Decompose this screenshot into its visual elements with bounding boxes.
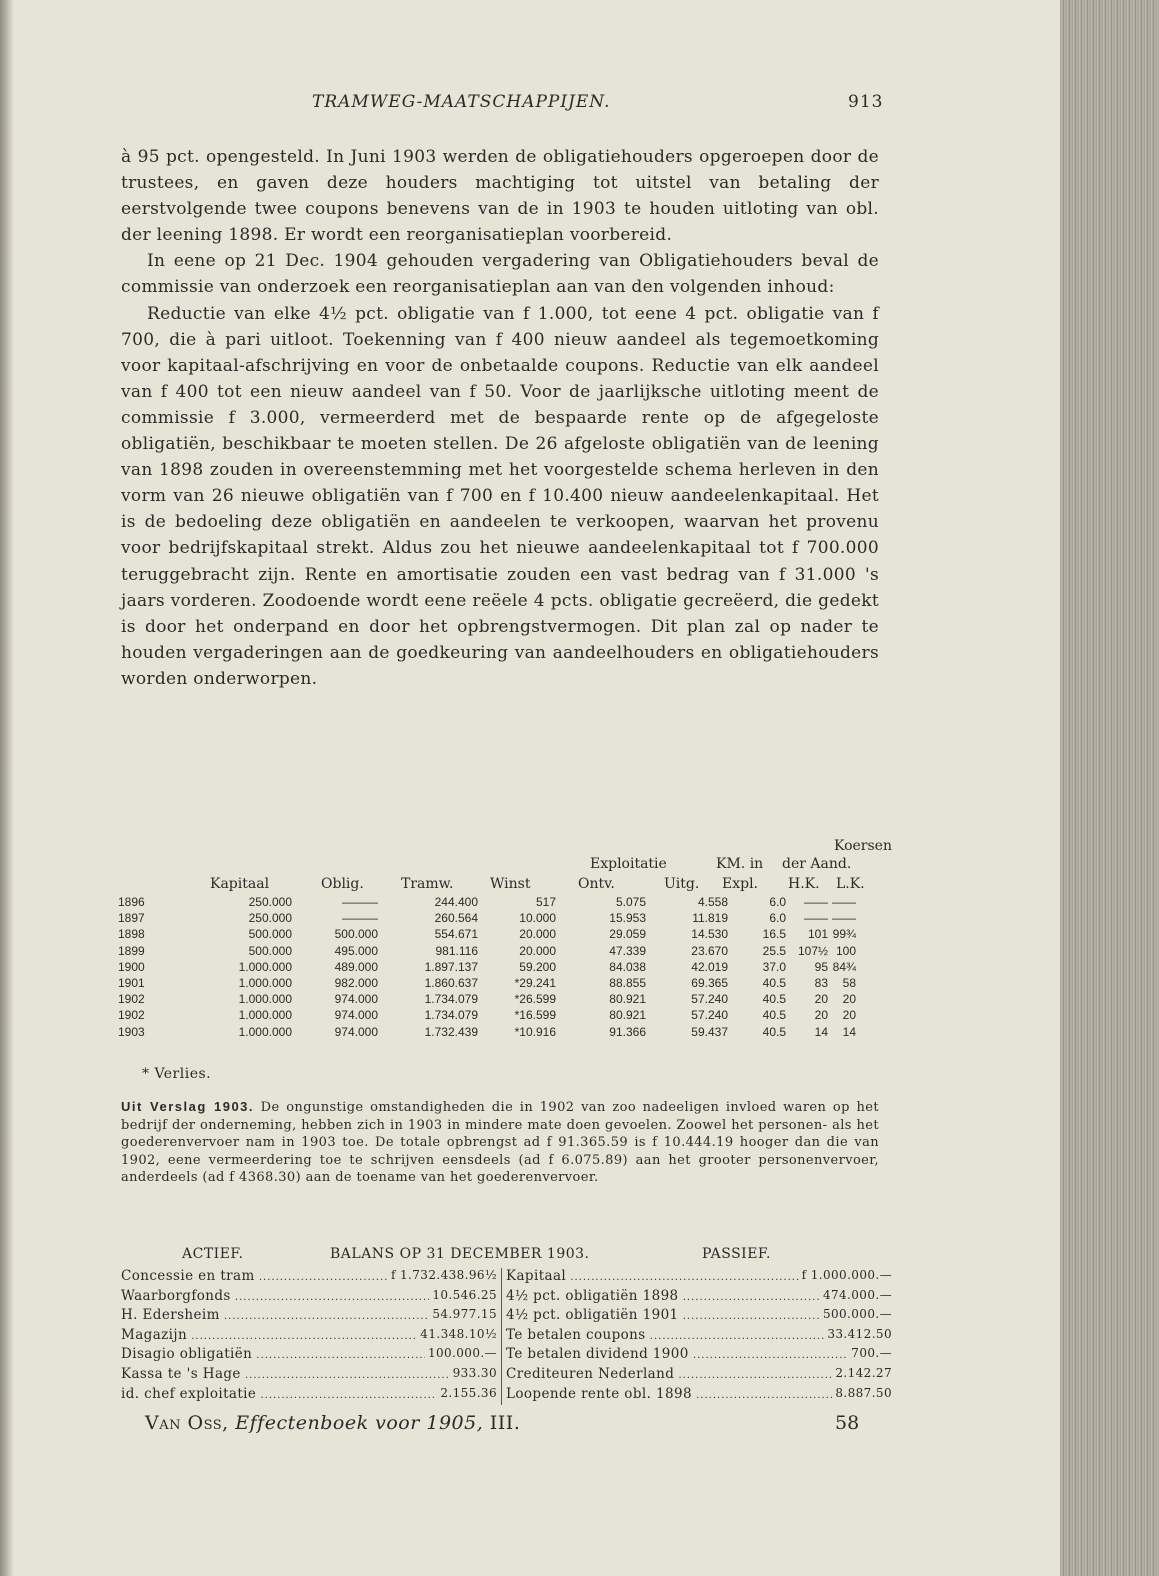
table-cell-year: 1901 xyxy=(118,976,145,991)
table-cell: 1.734.079 xyxy=(424,1008,478,1023)
table-cell: 37.0 xyxy=(762,959,786,974)
balance-actief-label: ACTIEF. xyxy=(182,1246,244,1262)
table-row xyxy=(118,926,856,942)
balance-item-label: 4½ pct. obligatiën 1898 ..... xyxy=(506,1288,892,1304)
table-row xyxy=(118,910,856,926)
table-cell: 40.5 xyxy=(762,1008,786,1023)
balance-row xyxy=(121,1307,497,1327)
table-row xyxy=(118,894,856,910)
table-row xyxy=(118,975,856,991)
table-row xyxy=(118,1024,856,1040)
table-cell: 57.240 xyxy=(691,992,728,1007)
table-cell: 58 xyxy=(842,976,856,991)
statistics-grid xyxy=(118,894,856,1040)
table-cell: 1.734.079 xyxy=(424,992,478,1007)
table-cell: 59.437 xyxy=(691,1024,728,1039)
footer-imprint xyxy=(145,1412,520,1434)
table-cell: —— xyxy=(832,895,856,910)
balance-item-label: Waarborgfonds ..... xyxy=(121,1288,497,1304)
table-row xyxy=(118,943,856,959)
table-cell: 83 xyxy=(814,976,828,991)
table-cell: 59.200 xyxy=(519,959,556,974)
balance-row xyxy=(506,1268,892,1288)
balance-item-label: id. chef exploitatie ..... xyxy=(121,1386,497,1402)
col-header: Kapitaal xyxy=(210,876,270,892)
col-header: H.K. xyxy=(788,876,820,892)
table-cell-year: 1899 xyxy=(118,943,145,958)
table-cell-year: 1902 xyxy=(118,1008,145,1023)
book-fore-edge xyxy=(1060,0,1159,1576)
balance-row xyxy=(506,1288,892,1308)
table-cell: 10.000 xyxy=(519,911,556,926)
table-cell: —— xyxy=(832,911,856,926)
table-cell: *29.241 xyxy=(514,976,556,991)
balance-item-label: Loopende rente obl. 1898 ..... xyxy=(506,1386,892,1402)
table-footnote: * Verlies. xyxy=(142,1066,212,1082)
balance-row xyxy=(121,1327,497,1347)
table-cell: 14 xyxy=(842,1024,856,1039)
table-cell: 101 xyxy=(807,927,828,942)
table-row xyxy=(118,991,856,1007)
table-cell-year: 1897 xyxy=(118,911,145,926)
table-cell: 100 xyxy=(835,943,856,958)
balance-row xyxy=(506,1327,892,1347)
balance-title: BALANS OP 31 DECEMBER 1903. xyxy=(330,1246,590,1262)
table-cell: 244.400 xyxy=(434,895,478,910)
footer-author: Van Oss, xyxy=(145,1412,229,1434)
table-cell: 489.000 xyxy=(334,959,378,974)
table-cell: —— xyxy=(804,895,828,910)
table-cell: 981.116 xyxy=(435,943,478,958)
balance-row xyxy=(121,1288,497,1308)
footer-book-title: Effectenboek voor 1905, xyxy=(235,1412,484,1434)
table-cell: —— xyxy=(804,911,828,926)
col-header: Expl. xyxy=(722,876,759,892)
balance-item-label: Magazijn ..... xyxy=(121,1327,492,1343)
table-cell: 974.000 xyxy=(334,1008,378,1023)
table-cell: 1.000.000 xyxy=(238,1008,292,1023)
page-gutter-shadow xyxy=(0,0,14,1576)
balance-item-label: H. Edersheim ..... xyxy=(121,1307,497,1323)
table-cell: 6.0 xyxy=(769,911,786,926)
balance-row xyxy=(506,1366,892,1386)
table-cell: 20 xyxy=(814,992,828,1007)
table-cell: 14 xyxy=(814,1024,828,1039)
report-excerpt xyxy=(121,1098,879,1187)
table-cell: 982.000 xyxy=(334,976,378,991)
table-cell: 40.5 xyxy=(762,992,786,1007)
table-row xyxy=(118,1007,856,1023)
table-cell: 4.558 xyxy=(697,895,728,910)
table-cell: *10.916 xyxy=(514,1024,556,1039)
footer-sheet-number: 58 xyxy=(835,1412,860,1434)
col-header: Oblig. xyxy=(321,876,364,892)
table-cell: 25.5 xyxy=(762,943,786,958)
balance-item-label: 4½ pct. obligatiën 1901 ..... xyxy=(506,1307,892,1323)
table-cell: 80.921 xyxy=(609,992,646,1007)
table-cell: 95 xyxy=(814,959,828,974)
col-group-exploitatie: Exploitatie xyxy=(590,856,667,872)
balance-item-label: Kapitaal ..... xyxy=(506,1268,871,1284)
table-cell: 20 xyxy=(842,992,856,1007)
table-cell: ——— xyxy=(342,911,378,926)
balance-item-amount: 8.887.50 xyxy=(832,1386,892,1400)
col-header: Ontv. xyxy=(578,876,615,892)
table-cell: 6.0 xyxy=(769,895,786,910)
table-cell: 1.000.000 xyxy=(238,992,292,1007)
footer-volume: III. xyxy=(489,1412,521,1434)
table-cell: 20 xyxy=(842,1008,856,1023)
table-cell: 500.000 xyxy=(248,927,292,942)
paragraph: à 95 pct. opengesteld. In Juni 1903 werden de obligatiehouders opgeroepen door de trustees, en gaven deze houders machtiging tot uitstel van betaling der eerstvolgende twee coupons benevens van de in 1903 te houden uitloting van obl. der leening 1898. Er wordt een reorganisatieplan voorbereid. xyxy=(121,147,879,246)
table-cell: 517 xyxy=(535,895,556,910)
table-cell: 500.000 xyxy=(248,943,292,958)
balance-item-amount: 41.348.10½ xyxy=(417,1327,497,1341)
balance-item-amount: 100.000.— xyxy=(425,1346,497,1360)
col-group-der-aand: der Aand. xyxy=(782,856,852,872)
balance-passief-column xyxy=(501,1268,892,1405)
balance-item-amount: 33.412.50 xyxy=(824,1327,892,1341)
col-header: Winst xyxy=(490,876,531,892)
table-cell: 1.000.000 xyxy=(238,976,292,991)
table-cell: 1.000.000 xyxy=(238,1024,292,1039)
balance-item-amount: 933.30 xyxy=(450,1366,497,1380)
table-cell: 15.953 xyxy=(609,911,646,926)
table-cell: 84¾ xyxy=(832,959,856,974)
balance-item-label: Crediteuren Nederland ..... xyxy=(506,1366,892,1382)
balance-item-amount: f 1.732.438.96½ xyxy=(388,1268,497,1282)
table-cell: ——— xyxy=(342,895,378,910)
balance-item-amount: 2.155.36 xyxy=(437,1386,497,1400)
balance-item-amount: 700.— xyxy=(848,1346,892,1360)
table-cell: 88.855 xyxy=(609,976,646,991)
balance-item-amount: 2.142.27 xyxy=(832,1366,892,1380)
body-text xyxy=(121,144,879,692)
table-cell-year: 1902 xyxy=(118,992,145,1007)
table-cell: 260.564 xyxy=(434,911,478,926)
balance-item-amount: 10.546.25 xyxy=(429,1288,497,1302)
table-cell: 107½ xyxy=(797,943,828,958)
table-cell: 57.240 xyxy=(691,1008,728,1023)
table-cell: 974.000 xyxy=(334,1024,378,1039)
table-cell: 1.000.000 xyxy=(238,959,292,974)
page-number: 913 xyxy=(848,92,884,112)
col-group-km-in: KM. in xyxy=(716,856,764,872)
table-cell: 495.000 xyxy=(334,943,378,958)
paragraph: Reductie van elke 4½ pct. obligatie van f 1.000, tot eene 4 pct. obligatie van f 700, die à pari uitloot. Toekenning van f 400 nieuw aandeel als tegemoetkoming voor kapitaal-afschrijving en voor de onbetaalde coupons. Reductie van elk aandeel van f 400 tot een nieuw aandeel van f 50. Voor de jaarlijksche uitloting meent de commissie f 3.000, vermeerderd met de bespaarde rente op de afgegeloste obligatiën, beschikbaar te moeten stellen. De 26 afgeloste obligatiën van de leening van 1898 zouden in overeenstemming met het voorgestelde schema herleven in den vorm van 26 nieuwe obligatiën van f 700 en f 10.400 nieuw aandeelenkapitaal. Het is de bedoeling deze obligatiën en aandeelen te verkoopen, waarvan het provenu voor bedrijfskapitaal strekt. Aldus zou het nieuwe aandeelenkapitaal tot f 700.000 teruggebracht zijn. Rente en amortisatie zouden een vast bedrag van f 31.000 's jaars vorderen. Zoodoende wordt eene reëele 4 pcts. obligatie gecreëerd, die gedekt is door het onderpand en door het opbrengstvermogen. Dit plan zal op nader te houden vergaderingen aan de goedkeuring van aandeelhouders en obligatiehouders worden onderworpen. xyxy=(121,303,879,689)
balance-row xyxy=(121,1386,497,1406)
table-cell: 69.365 xyxy=(691,976,728,991)
balance-item-label: Te betalen coupons ..... xyxy=(506,1327,892,1343)
table-cell: 500.000 xyxy=(334,927,378,942)
table-cell: *16.599 xyxy=(514,1008,556,1023)
table-cell: 23.670 xyxy=(691,943,728,958)
table-cell: 5.075 xyxy=(615,895,646,910)
table-cell: 91.366 xyxy=(609,1024,646,1039)
table-cell: 250.000 xyxy=(248,895,292,910)
table-row xyxy=(118,959,856,975)
table-cell: 16.5 xyxy=(762,927,786,942)
table-cell: 40.5 xyxy=(762,1024,786,1039)
table-cell-year: 1896 xyxy=(118,895,145,910)
balance-item-label: Concessie en tram ..... xyxy=(121,1268,497,1284)
col-header: Tramw. xyxy=(401,876,454,892)
table-cell: 11.819 xyxy=(692,911,728,926)
table-cell: 1.732.439 xyxy=(424,1024,478,1039)
table-cell: 20.000 xyxy=(519,943,556,958)
report-text: De ongunstige omstandigheden die in 1902 van zoo nadeeligen invloed waren op het bedrijf der onderneming, hebben zich in 1903 in mindere mate doen gevoelen. Zoowel het personen- als het goederenvervoer nam in 1903 toe. De totale opbrengst ad f 91.365.59 is f 10.444.19 hooger dan die van 1902, eene vermeerdering toe te schrijven eensdeels (ad f 6.075.89) aan het grooter personenvervoer, anderdeels (ad f 4368.30) aan de toename van het goederenvervoer. xyxy=(121,1100,879,1185)
balance-row xyxy=(121,1346,497,1366)
balance-row xyxy=(506,1307,892,1327)
balance-item-amount: 500.000.— xyxy=(820,1307,892,1321)
balance-row xyxy=(121,1268,497,1288)
table-cell: 80.921 xyxy=(609,1008,646,1023)
table-cell-year: 1900 xyxy=(118,959,145,974)
balance-item-label: Disagio obligatiën ..... xyxy=(121,1346,497,1362)
running-title: TRAMWEG-MAATSCHAPPIJEN. xyxy=(312,92,611,112)
table-cell: 974.000 xyxy=(334,992,378,1007)
paragraph: In eene op 21 Dec. 1904 gehouden vergadering van Obligatiehouders beval de commissie van onderzoek een reorganisatieplan aan van den volgenden inhoud: xyxy=(121,251,879,298)
col-header: L.K. xyxy=(836,876,865,892)
balance-row xyxy=(506,1386,892,1406)
table-cell: 1.897.137 xyxy=(424,959,478,974)
balance-item-label: Te betalen dividend 1900 ..... xyxy=(506,1346,892,1362)
balance-row xyxy=(506,1346,892,1366)
balance-item-amount: 474.000.— xyxy=(820,1288,892,1302)
col-group-koersen: Koersen xyxy=(834,838,892,854)
table-cell: 47.339 xyxy=(609,943,646,958)
balance-row xyxy=(121,1366,497,1386)
running-header xyxy=(300,92,900,118)
table-cell: 42.019 xyxy=(691,959,728,974)
balance-actief-column xyxy=(121,1268,497,1405)
balance-item-amount: 54.977.15 xyxy=(429,1307,497,1321)
table-cell: 20 xyxy=(814,1008,828,1023)
table-cell: 250.000 xyxy=(248,911,292,926)
table-cell-year: 1903 xyxy=(118,1024,145,1039)
table-cell: 20.000 xyxy=(519,927,556,942)
table-cell: 1.860.637 xyxy=(424,976,478,991)
table-cell: 29.059 xyxy=(609,927,646,942)
table-cell-year: 1898 xyxy=(118,927,145,942)
table-cell: 84.038 xyxy=(609,959,646,974)
table-cell: 14.530 xyxy=(691,927,728,942)
table-cell: *26.599 xyxy=(514,992,556,1007)
table-cell: 40.5 xyxy=(762,976,786,991)
balance-item-amount: f 1.000.000.— xyxy=(799,1268,892,1282)
table-cell: 554.671 xyxy=(434,927,478,942)
col-header: Uitg. xyxy=(664,876,700,892)
table-cell: 99¾ xyxy=(832,927,856,942)
report-lead: Uit Verslag 1903. xyxy=(121,1099,255,1114)
balance-passief-label: PASSIEF. xyxy=(702,1246,771,1262)
balance-item-label: Kassa te 's Hage ..... xyxy=(121,1366,497,1382)
